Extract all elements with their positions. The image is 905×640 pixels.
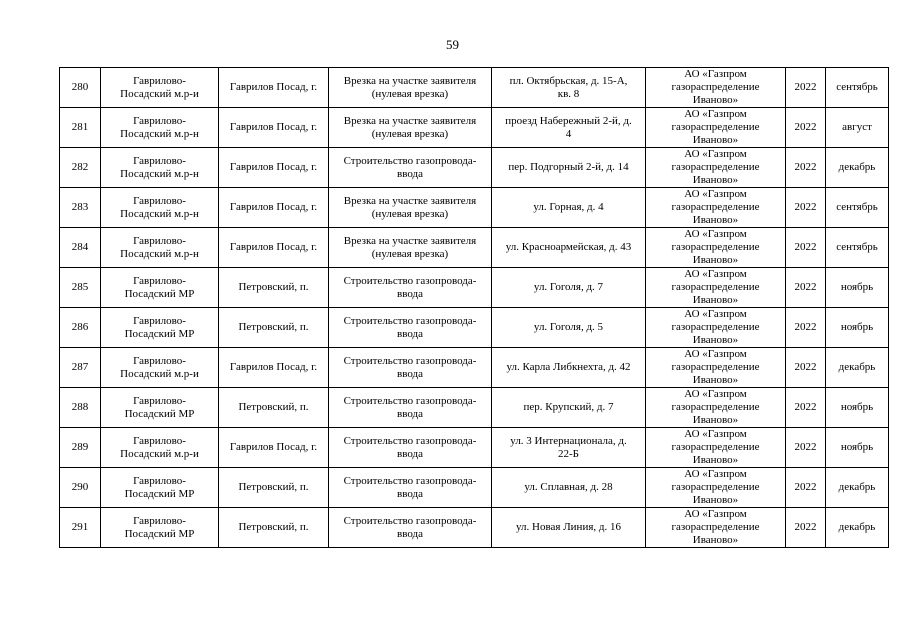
table-row: [60, 468, 889, 508]
month-cell: [826, 268, 889, 308]
year-cell: [786, 388, 826, 428]
work-type-cell-text: Строительство газопровода- ввода: [343, 434, 477, 460]
address-cell: [492, 428, 646, 468]
row-number-cell-text: 285: [71, 281, 89, 293]
work-type-cell: [329, 508, 492, 548]
settlement-cell-text: Петровский, п.: [238, 521, 309, 533]
organization-cell: [646, 108, 786, 148]
organization-cell-text: АО «Газпром газораспределение Иваново»: [671, 468, 760, 506]
address-cell-text: пл. Октябрьская, д. 15-А, кв. 8: [509, 74, 628, 100]
work-type-cell-text: Врезка на участке заявителя (нулевая врезка): [343, 114, 477, 140]
work-type-cell-text: Строительство газопровода- ввода: [343, 354, 477, 380]
year-cell: [786, 148, 826, 188]
year-cell-text: 2022: [794, 281, 817, 293]
table-row: [60, 508, 889, 548]
table-row: [60, 68, 889, 108]
district-cell-text: Гаврилово- Посадский м.р-н: [120, 234, 199, 260]
settlement-cell: [219, 308, 329, 348]
work-type-cell: [329, 388, 492, 428]
settlement-cell: [219, 468, 329, 508]
work-type-cell-text: Врезка на участке заявителя (нулевая врезка): [343, 74, 477, 100]
table-row: [60, 148, 889, 188]
year-cell: [786, 508, 826, 548]
settlement-cell: [219, 428, 329, 468]
organization-cell: [646, 188, 786, 228]
year-cell-text: 2022: [794, 241, 817, 253]
address-cell-text: ул. Гоголя, д. 5: [533, 321, 604, 333]
settlement-cell: [219, 388, 329, 428]
month-cell: [826, 388, 889, 428]
organization-cell-text: АО «Газпром газораспределение Иваново»: [671, 268, 760, 306]
row-number-cell: [60, 428, 101, 468]
district-cell-text: Гаврилово- Посадский м.р-и: [120, 354, 199, 380]
row-number-cell-text: 283: [71, 201, 89, 213]
year-cell-text: 2022: [794, 201, 817, 213]
month-cell-text: декабрь: [838, 161, 876, 173]
work-type-cell: [329, 428, 492, 468]
organization-cell: [646, 308, 786, 348]
year-cell-text: 2022: [794, 481, 817, 493]
address-cell: [492, 348, 646, 388]
organization-cell: [646, 268, 786, 308]
year-cell: [786, 68, 826, 108]
row-number-cell: [60, 308, 101, 348]
district-cell: [101, 348, 219, 388]
month-cell-text: декабрь: [838, 521, 876, 533]
address-cell: [492, 148, 646, 188]
settlement-cell: [219, 148, 329, 188]
address-cell-text: ул. Гоголя, д. 7: [533, 281, 604, 293]
row-number-cell: [60, 268, 101, 308]
work-type-cell: [329, 108, 492, 148]
row-number-cell-text: 288: [71, 401, 89, 413]
organization-cell-text: АО «Газпром газораспределение Иваново»: [671, 188, 760, 226]
year-cell-text: 2022: [794, 81, 817, 93]
row-number-cell: [60, 468, 101, 508]
address-cell: [492, 68, 646, 108]
settlement-cell: [219, 228, 329, 268]
work-type-cell-text: Строительство газопровода- ввода: [343, 154, 477, 180]
table-row: [60, 348, 889, 388]
table-body: [60, 68, 889, 548]
row-number-cell: [60, 228, 101, 268]
year-cell-text: 2022: [794, 441, 817, 453]
work-type-cell: [329, 268, 492, 308]
organization-cell-text: АО «Газпром газораспределение Иваново»: [671, 388, 760, 426]
row-number-cell: [60, 188, 101, 228]
year-cell: [786, 308, 826, 348]
month-cell: [826, 228, 889, 268]
month-cell: [826, 308, 889, 348]
month-cell-text: декабрь: [838, 361, 876, 373]
year-cell: [786, 108, 826, 148]
month-cell: [826, 428, 889, 468]
month-cell-text: август: [842, 121, 872, 133]
table-row: [60, 108, 889, 148]
table-row: [60, 308, 889, 348]
settlement-cell-text: Гаврилов Посад, г.: [229, 241, 318, 253]
address-cell-text: ул. Сплавная, д. 28: [524, 481, 613, 493]
district-cell-text: Гаврилово- Посадский м.р-и: [120, 74, 199, 100]
settlement-cell-text: Петровский, п.: [238, 401, 309, 413]
settlement-cell-text: Гаврилов Посад, г.: [229, 161, 318, 173]
organization-cell-text: АО «Газпром газораспределение Иваново»: [671, 428, 760, 466]
address-cell-text: пер. Подгорный 2-й, д. 14: [508, 161, 629, 173]
district-cell: [101, 108, 219, 148]
row-number-cell-text: 287: [71, 361, 89, 373]
district-cell-text: Гаврилово- Посадский м.р-н: [120, 194, 199, 220]
year-cell: [786, 468, 826, 508]
district-cell: [101, 148, 219, 188]
year-cell: [786, 228, 826, 268]
address-cell-text: ул. Новая Линия, д. 16: [516, 521, 621, 533]
settlement-cell: [219, 508, 329, 548]
district-cell: [101, 508, 219, 548]
row-number-cell-text: 284: [71, 241, 89, 253]
address-cell: [492, 508, 646, 548]
organization-cell-text: АО «Газпром газораспределение Иваново»: [671, 148, 760, 186]
row-number-cell: [60, 508, 101, 548]
organization-cell-text: АО «Газпром газораспределение Иваново»: [671, 308, 760, 346]
address-cell: [492, 228, 646, 268]
work-type-cell: [329, 228, 492, 268]
month-cell: [826, 108, 889, 148]
month-cell-text: сентябрь: [836, 241, 878, 253]
row-number-cell: [60, 108, 101, 148]
work-type-cell-text: Строительство газопровода- ввода: [343, 394, 477, 420]
organization-cell: [646, 348, 786, 388]
address-cell: [492, 308, 646, 348]
work-type-cell-text: Строительство газопровода- ввода: [343, 274, 477, 300]
address-cell: [492, 188, 646, 228]
month-cell: [826, 148, 889, 188]
organization-cell-text: АО «Газпром газораспределение Иваново»: [671, 68, 760, 106]
district-cell: [101, 228, 219, 268]
organization-cell: [646, 508, 786, 548]
settlement-cell-text: Гаврилов Посад, г.: [229, 201, 318, 213]
work-type-cell: [329, 148, 492, 188]
work-type-cell-text: Строительство газопровода- ввода: [343, 314, 477, 340]
address-cell-text: ул. Карла Либкнехта, д. 42: [506, 361, 631, 373]
work-type-cell-text: Строительство газопровода- ввода: [343, 514, 477, 540]
month-cell-text: декабрь: [838, 481, 876, 493]
table-row: [60, 228, 889, 268]
settlement-cell-text: Гаврилов Посад, г.: [229, 441, 318, 453]
row-number-cell-text: 286: [71, 321, 89, 333]
settlement-cell-text: Петровский, п.: [238, 321, 309, 333]
district-cell-text: Гаврилово- Посадский МР: [124, 514, 195, 540]
address-cell: [492, 108, 646, 148]
work-type-cell-text: Строительство газопровода- ввода: [343, 474, 477, 500]
work-type-cell: [329, 468, 492, 508]
page-number: 59: [446, 37, 459, 52]
district-cell: [101, 68, 219, 108]
table-row: [60, 268, 889, 308]
organization-cell-text: АО «Газпром газораспределение Иваново»: [671, 508, 760, 546]
address-cell-text: пер. Крупский, д. 7: [523, 401, 614, 413]
work-type-cell: [329, 308, 492, 348]
year-cell: [786, 428, 826, 468]
organization-cell: [646, 228, 786, 268]
month-cell-text: ноябрь: [840, 441, 874, 453]
month-cell-text: ноябрь: [840, 321, 874, 333]
organization-cell-text: АО «Газпром газораспределение Иваново»: [671, 348, 760, 386]
year-cell-text: 2022: [794, 321, 817, 333]
month-cell-text: ноябрь: [840, 281, 874, 293]
settlement-cell-text: Гаврилов Посад, г.: [229, 361, 318, 373]
organization-cell: [646, 388, 786, 428]
gasification-table: [59, 67, 889, 548]
address-cell-text: ул. 3 Интернационала, д. 22-Б: [510, 434, 627, 460]
work-type-cell: [329, 188, 492, 228]
year-cell-text: 2022: [794, 361, 817, 373]
row-number-cell-text: 280: [71, 81, 89, 93]
row-number-cell-text: 291: [71, 521, 89, 533]
settlement-cell-text: Петровский, п.: [238, 281, 309, 293]
year-cell-text: 2022: [794, 161, 817, 173]
row-number-cell-text: 290: [71, 481, 89, 493]
table-row: [60, 188, 889, 228]
settlement-cell: [219, 68, 329, 108]
month-cell-text: сентябрь: [836, 201, 878, 213]
address-cell: [492, 268, 646, 308]
month-cell-text: ноябрь: [840, 401, 874, 413]
work-type-cell-text: Врезка на участке заявителя (нулевая врезка): [343, 194, 477, 220]
organization-cell-text: АО «Газпром газораспределение Иваново»: [671, 108, 760, 146]
year-cell-text: 2022: [794, 521, 817, 533]
settlement-cell-text: Гаврилов Посад, г.: [229, 81, 318, 93]
settlement-cell-text: Гаврилов Посад, г.: [229, 121, 318, 133]
month-cell: [826, 68, 889, 108]
row-number-cell-text: 281: [71, 121, 89, 133]
row-number-cell-text: 282: [71, 161, 89, 173]
year-cell: [786, 268, 826, 308]
address-cell-text: ул. Красноармейская, д. 43: [505, 241, 632, 253]
work-type-cell: [329, 68, 492, 108]
district-cell-text: Гаврилово- Посадский м.р-и: [120, 434, 199, 460]
month-cell-text: сентябрь: [836, 81, 878, 93]
table-row: [60, 428, 889, 468]
district-cell: [101, 268, 219, 308]
address-cell-text: проезд Набережный 2-й, д. 4: [505, 114, 632, 140]
row-number-cell: [60, 148, 101, 188]
year-cell-text: 2022: [794, 121, 817, 133]
district-cell: [101, 188, 219, 228]
row-number-cell: [60, 68, 101, 108]
district-cell-text: Гаврилово- Посадский м.р-н: [120, 114, 199, 140]
month-cell: [826, 348, 889, 388]
settlement-cell: [219, 348, 329, 388]
district-cell-text: Гаврилово- Посадский м.р-н: [120, 154, 199, 180]
district-cell: [101, 308, 219, 348]
row-number-cell: [60, 388, 101, 428]
address-cell: [492, 468, 646, 508]
month-cell: [826, 468, 889, 508]
year-cell-text: 2022: [794, 401, 817, 413]
month-cell: [826, 508, 889, 548]
table-row: [60, 388, 889, 428]
settlement-cell: [219, 188, 329, 228]
address-cell-text: ул. Горная, д. 4: [533, 201, 604, 213]
work-type-cell-text: Врезка на участке заявителя (нулевая врезка): [343, 234, 477, 260]
year-cell: [786, 188, 826, 228]
settlement-cell: [219, 108, 329, 148]
organization-cell-text: АО «Газпром газораспределение Иваново»: [671, 228, 760, 266]
district-cell: [101, 428, 219, 468]
address-cell: [492, 388, 646, 428]
row-number-cell-text: 289: [71, 441, 89, 453]
work-type-cell: [329, 348, 492, 388]
organization-cell: [646, 468, 786, 508]
district-cell: [101, 468, 219, 508]
month-cell: [826, 188, 889, 228]
district-cell-text: Гаврилово- Посадский МР: [124, 394, 195, 420]
district-cell: [101, 388, 219, 428]
settlement-cell-text: Петровский, п.: [238, 481, 309, 493]
organization-cell: [646, 68, 786, 108]
settlement-cell: [219, 268, 329, 308]
year-cell: [786, 348, 826, 388]
district-cell-text: Гаврилово- Посадский МР: [124, 474, 195, 500]
row-number-cell: [60, 348, 101, 388]
district-cell-text: Гаврилово- Посадский МР: [124, 314, 195, 340]
organization-cell: [646, 148, 786, 188]
organization-cell: [646, 428, 786, 468]
district-cell-text: Гаврилово- Посадский МР: [124, 274, 195, 300]
